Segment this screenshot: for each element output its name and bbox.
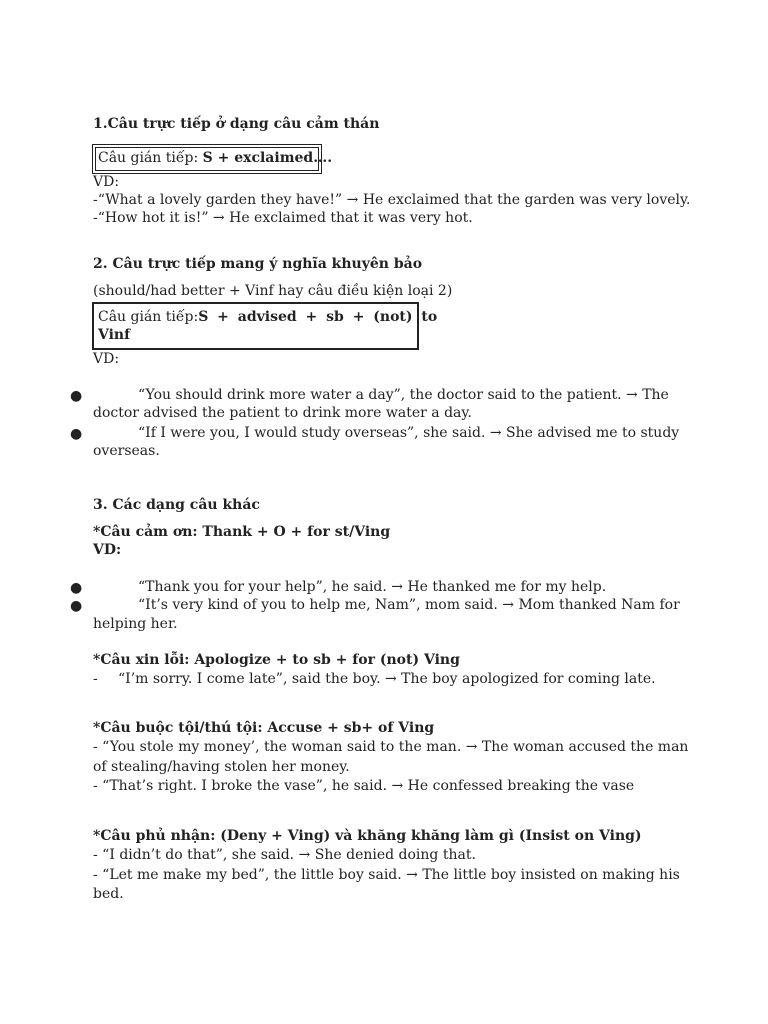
example-line-cont: of stealing/having stolen her money. bbox=[93, 759, 350, 775]
section3-heading: 3. Các dạng câu khác bbox=[93, 497, 260, 513]
formula-box-exclaimed bbox=[92, 144, 333, 174]
formula-box-prefix: Câu gián tiếp: bbox=[98, 309, 199, 325]
example-line: - “That’s right. I broke the vase”, he said. → He confessed breaking the vase bbox=[93, 778, 635, 794]
formula-box-formula: S + exclaimed…. bbox=[202, 150, 333, 166]
formula-box-formula-cont: Vinf bbox=[98, 327, 131, 343]
apologize-heading: *Câu xin lỗi: Apologize + to sb + for (not) Ving bbox=[93, 652, 460, 668]
bullet-text: “It’s very kind of you to help me, Nam”, mom said. → Mom thanked Nam for bbox=[138, 597, 680, 613]
section1-heading: 1.Câu trực tiếp ở dạng câu cảm thán bbox=[93, 116, 380, 132]
example-line: - “You stole my money’, the woman said to the man. → The woman accused the man bbox=[93, 739, 689, 755]
deny-heading: *Câu phủ nhận: (Deny + Ving) và khăng khăng làm gì (Insist on Ving) bbox=[93, 828, 642, 844]
bullet-text-cont: doctor advised the patient to drink more water a day. bbox=[93, 405, 472, 421]
bullet-text: “You should drink more water a day”, the doctor said to the patient. → The bbox=[138, 387, 669, 403]
bullet-text: “If I were you, I would study overseas”, she said. → She advised me to study bbox=[138, 425, 680, 441]
bullet-text-cont: helping her. bbox=[93, 616, 178, 632]
accuse-heading: *Câu buộc tội/thú tội: Accuse + sb+ of Ving bbox=[93, 720, 435, 736]
example-line-cont: bed. bbox=[93, 886, 124, 902]
bullet-dot: ● bbox=[70, 580, 83, 596]
example-line: “I’m sorry. I come late”, said the boy. → The boy apologized for coming late. bbox=[118, 671, 656, 687]
vd-label: VD: bbox=[93, 174, 120, 190]
section2-heading: 2. Câu trực tiếp mang ý nghĩa khuyên bảo bbox=[93, 256, 423, 272]
example-line: -“What a lovely garden they have!” → He exclaimed that the garden was very lovely. bbox=[93, 192, 691, 208]
formula-box-prefix: Câu gián tiếp: bbox=[98, 150, 203, 166]
vd-label: VD: bbox=[93, 351, 120, 367]
vd-label: VD: bbox=[93, 542, 122, 558]
example-line: - “I didn’t do that”, she said. → She denied doing that. bbox=[93, 847, 476, 863]
formula-box-formula: S + advised + sb + (not) to bbox=[198, 309, 438, 325]
dash-marker: - bbox=[93, 671, 98, 687]
thank-heading: *Câu cảm ơn: Thank + O + for st/Ving bbox=[93, 524, 391, 540]
bullet-dot: ● bbox=[70, 598, 83, 614]
section2-note: (should/had better + Vinf hay câu điều kiện loại 2) bbox=[93, 283, 453, 299]
formula-box-advised bbox=[92, 302, 438, 350]
bullet-text-cont: overseas. bbox=[93, 443, 160, 459]
bullet-text: “Thank you for your help”, he said. → He thanked me for my help. bbox=[138, 579, 607, 595]
bullet-dot: ● bbox=[70, 426, 83, 442]
bullet-dot: ● bbox=[70, 388, 83, 404]
example-line: -“How hot it is!” → He exclaimed that it was very hot. bbox=[93, 210, 473, 226]
example-line: - “Let me make my bed”, the little boy said. → The little boy insisted on making his bbox=[93, 867, 680, 883]
